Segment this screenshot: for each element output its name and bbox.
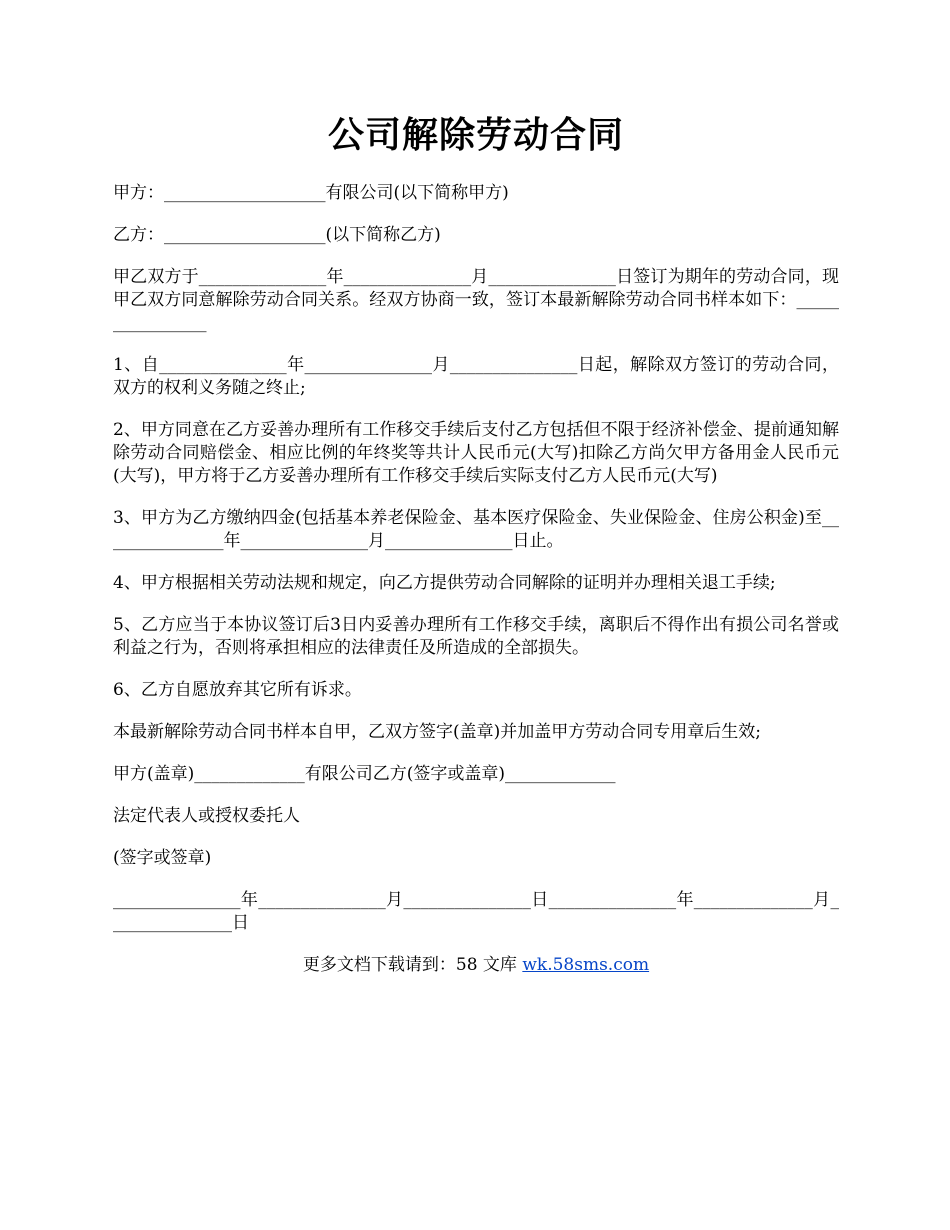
clause-1: 1、自_______________年_______________月_______________日起，解除双方签订的劳动合同，双方的权利义务随之终止; xyxy=(113,355,839,398)
document-page xyxy=(113,108,839,996)
sign-note: (签字或签章) xyxy=(113,848,212,868)
effective-clause: 本最新解除劳动合同书样本自甲，乙双方签字(盖章)并加盖甲方劳动合同专用章后生效; xyxy=(113,722,761,742)
clause-3: 3、甲方为乙方缴纳四金(包括基本养老保险金、基本医疗保险金、失业保险金、住房公积金)至_______________年_______________月_______________日止。 xyxy=(113,508,839,551)
footer-link[interactable]: wk.58sms.com xyxy=(522,955,650,975)
signature-line: 甲方(盖章)_____________有限公司乙方(签字或盖章)_____________ xyxy=(113,764,616,784)
document-title: 公司解除劳动合同 xyxy=(327,114,624,156)
party-a-line: 甲方：___________________有限公司(以下简称甲方) xyxy=(113,183,509,203)
footer-prefix: 更多文档下载请到：58 文库 xyxy=(302,955,523,975)
clause-6: 6、乙方自愿放弃其它所有诉求。 xyxy=(113,680,362,700)
party-b-line: 乙方：___________________(以下简称乙方) xyxy=(113,225,441,245)
representative-line: 法定代表人或授权委托人 xyxy=(113,806,300,826)
footer xyxy=(113,954,839,977)
clause-4: 4、甲方根据相关劳动法规和规定，向乙方提供劳动合同解除的证明并办理相关退工手续; xyxy=(113,573,776,593)
intro-paragraph: 甲乙双方于_______________年_______________月_______________日签订为期年的劳动合同，现甲乙双方同意解除劳动合同关系。经双方协商一致，签订本最新解除劳动合同书样本如下：________________ xyxy=(113,267,839,333)
clause-2: 2、甲方同意在乙方妥善办理所有工作移交手续后支付乙方包括但不限于经济补偿金、提前通知解除劳动合同赔偿金、相应比例的年终奖等共计人民币元(大写)扣除乙方尚欠甲方备用金人民币元(大写)，甲方将于乙方妥善办理所有工作移交手续后实际支付乙方人民币元(大写) xyxy=(113,420,839,486)
date-line: _______________年_______________月_______________日_______________年______________月_______________日 xyxy=(113,890,839,933)
clause-5: 5、乙方应当于本协议签订后3日内妥善办理所有工作移交手续，离职后不得作出有损公司名誉或利益之行为，否则将承担相应的法律责任及所造成的全部损失。 xyxy=(113,615,839,658)
